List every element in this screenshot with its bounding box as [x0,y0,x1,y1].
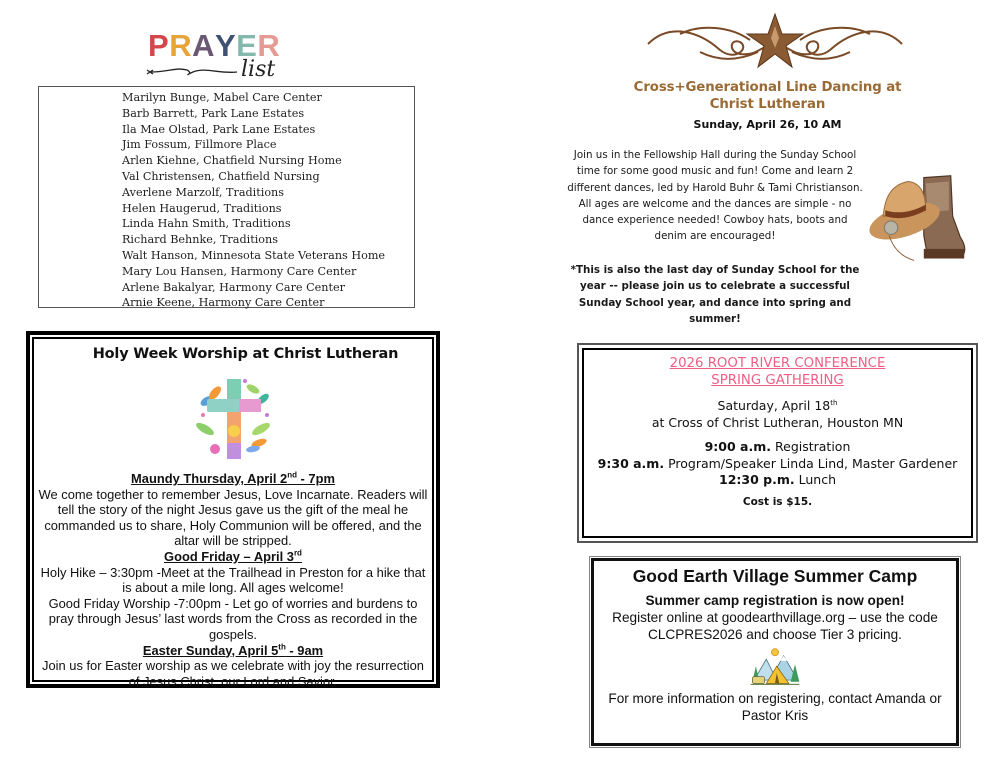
holy-week-title: Holy Week Worship at Christ Lutheran [92,346,399,362]
floral-cross-icon [187,371,279,463]
title-line: Cross+Generational Line Dancing at [633,80,902,95]
prayer-list-item: Marilyn Bunge, Mabel Care Center [122,91,322,104]
heading-ordinal: rd [293,548,302,558]
schedule-item [590,439,965,456]
schedule-item [590,456,965,473]
root-river-cost: Cost is $15. [742,495,813,508]
maundy-thursday-heading [38,471,428,487]
good-earth-lead: Summer camp registration is now open! [645,593,905,608]
holy-week-body [34,471,432,689]
cowboy-hat-and-boot-icon [866,168,970,272]
schedule-label: Registration [775,439,851,454]
logo-letter: P [148,28,170,63]
prayer-list [122,90,385,311]
good-friday-worship-text: Good Friday Worship -7:00pm - Let go of worries and burdens to pray through Jesus’ last words from the Cross as recorded in the gospels. [48,595,418,642]
prayer-list-item: Mary Lou Hansen, Harmony Care Center [122,264,357,278]
good-friday-heading [38,549,428,565]
line-dancing-title [600,79,935,113]
prayer-list-item: Linda Hahn Smith, Traditions [122,217,291,231]
heading-text: Good Friday – April 3 [164,548,294,564]
line-dancing-note: *This is also the last day of Sunday School for the year -- please join us to celebrate a successful Sunday School year, and dance into spring and summer! [570,264,860,325]
prayer-list-item: Arlene Bakalyar, Harmony Care Center [122,280,345,294]
schedule-time: 12:30 p.m. [719,472,795,487]
good-earth-title: Good Earth Village Summer Camp [632,566,918,586]
good-earth-inner-frame [591,558,959,746]
heading-time: - 7pm [296,471,335,486]
date-line [584,397,971,414]
prayer-list-item: Walt Hanson, Minnesota State Veterans Home [122,248,386,262]
prayer-list-item: Val Christensen, Chatfield Nursing [122,169,320,183]
holy-week-box [26,331,440,688]
root-river-title [584,355,971,389]
line-dancing-date: Sunday, April 26, 10 AM [693,118,842,131]
date-text: Saturday, April 18 [717,398,831,413]
title-line: SPRING GATHERING [711,373,844,388]
prayer-list-item: Averlene Marzolf, Traditions [122,185,285,199]
prayer-list-item: Jim Fossum, Fillmore Place [122,138,277,152]
logo-letter: A [192,28,215,63]
holy-week-inner-frame [32,337,434,689]
prayer-list-item: Richard Behnke, Traditions [122,233,278,247]
date-ordinal: th [830,398,838,407]
schedule-label: Program/Speaker Linda Lind, Master Gardener [668,455,958,471]
prayer-list-item: Barb Barrett, Park Lane Estates [122,106,305,120]
logo-letter: E [236,28,258,63]
prayer-list-item: Helen Haugerud, Traditions [122,201,282,215]
heading-ordinal: th [278,642,286,652]
easter-sunday-heading [38,643,428,659]
root-river-box [577,343,978,543]
line-dancing-description: Join us in the Fellowship Hall during the Sunday School time for some good music and fun! Come and learn 2 different dances, led by Harold Buhr & Tami Christianson. All ages are welcome and the dances are simple - no dance experience needed! Cowboy hats, boots and denim are encouraged! [567,149,863,243]
holy-hike-text: Holy Hike – 3:30pm -Meet at the Trailhead in Preston for a hike that is about a mile long. All ages welcome! [40,564,426,596]
root-river-schedule [584,439,971,489]
prayer-list-item: Arnie Keene, Harmony Care Center [122,296,325,310]
title-line: 2026 ROOT RIVER CONFERENCE [669,356,886,371]
logo-letter: R [169,28,193,63]
schedule-item [590,472,965,489]
prayer-logo-script: list [241,57,276,82]
prayer-list-item: Ila Mae Olstad, Park Lane Estates [122,122,316,136]
western-star-flourish-icon [640,12,910,72]
prayer-list-box [38,86,415,308]
good-earth-contact: For more information on registering, contact Amanda or Pastor Kris [608,691,942,723]
location-line: at Cross of Christ Lutheran, Houston MN [651,415,904,430]
heading-text: Easter Sunday, April 5 [142,642,279,658]
title-line: Christ Lutheran [709,97,826,112]
schedule-label: Lunch [798,472,836,487]
root-river-inner-frame [582,348,973,538]
heading-time: - 9am [285,642,324,658]
easter-sunday-text: Join us for Easter worship as we celebrate with joy the resurrection of Jesus Christ, our Lord and Savior. [42,658,424,689]
good-earth-box [589,556,961,748]
prayer-list-logo [145,28,295,84]
flourish-line-icon [145,64,239,80]
good-earth-body: Register online at goodearthvillage.org – use the code CLCPRES2026 and choose Tier 3 pricing. [612,610,938,642]
prayer-list-item: Arlen Kiehne, Chatfield Nursing Home [122,154,342,168]
root-river-date [584,397,971,431]
schedule-time: 9:00 a.m. [704,439,772,454]
logo-letter: R [257,28,281,63]
schedule-time: 9:30 a.m. [597,455,665,471]
camping-tent-icon [748,647,802,687]
maundy-thursday-text: We come together to remember Jesus, Love Incarnate. Readers will tell the story of the night Jesus gave us the gift of the meal he commanded us to share, Holy Communion will be offered, and the altar will be stripped. [38,486,428,549]
heading-ordinal: nd [287,470,297,480]
logo-letter: Y [214,28,237,63]
heading-text: Maundy Thursday, April 2 [131,471,288,486]
